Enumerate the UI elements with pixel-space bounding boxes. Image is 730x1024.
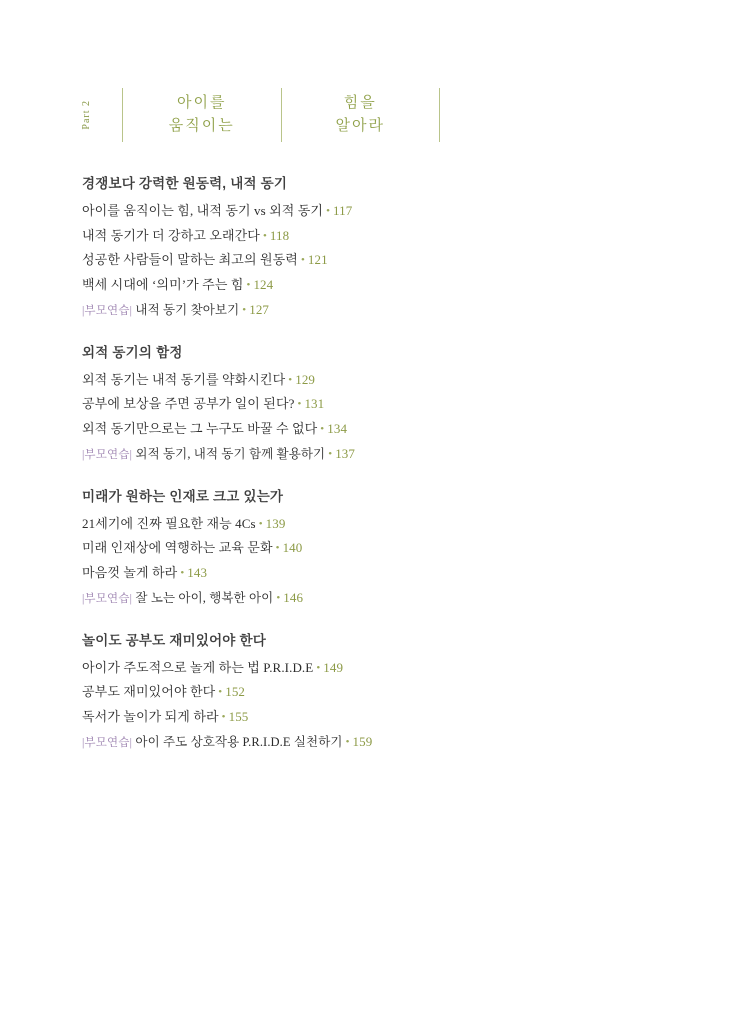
part-title-line-3: 힘을 xyxy=(343,94,377,111)
leader-dot-icon: • xyxy=(345,735,350,748)
practice-bar-left: | xyxy=(82,304,85,317)
table-of-contents xyxy=(82,172,652,749)
leader-dot-icon: • xyxy=(262,229,267,242)
toc-entry-page-number: 118 xyxy=(269,227,290,243)
leader-dot-icon: • xyxy=(326,205,331,217)
toc-entry-text: 마음껏 놀게 하라 xyxy=(82,565,178,581)
toc-practice-entry[interactable] xyxy=(82,735,652,749)
practice-bar-right: | xyxy=(129,304,133,317)
leader-dot-icon: • xyxy=(276,591,281,604)
toc-entry-page-number: 152 xyxy=(225,684,246,700)
leader-dot-icon: • xyxy=(297,398,302,411)
toc-entry-page-number: 149 xyxy=(323,659,344,675)
toc-section xyxy=(82,341,652,461)
practice-bar-left: | xyxy=(82,736,85,749)
leader-dot-icon: • xyxy=(320,422,325,435)
part-title-line-4: 알아라 xyxy=(335,118,385,134)
toc-entry-page-number: 146 xyxy=(283,589,304,605)
part-title-group-1 xyxy=(123,88,281,142)
toc-entry-page-number: 134 xyxy=(327,420,348,436)
toc-entry-page-number: 117 xyxy=(333,203,353,218)
toc-entry-text: 미래 인재상에 역행하는 교육 문화 xyxy=(82,540,273,556)
leader-dot-icon: • xyxy=(221,711,226,724)
toc-entry-page-number: 140 xyxy=(282,540,303,556)
toc-entry-page-number: 139 xyxy=(265,515,286,531)
practice-tag: 부모연습 xyxy=(84,592,130,605)
toc-entry-text: 잘 노는 아이, 행복한 아이 xyxy=(135,590,274,605)
toc-entry-text: 성공한 사람들이 말하는 최고의 원동력 xyxy=(82,252,298,268)
part-title-line-1: 아이를 xyxy=(177,94,227,111)
part-label-cell xyxy=(82,88,122,142)
toc-entry[interactable] xyxy=(82,204,652,218)
toc-entry[interactable] xyxy=(82,278,652,292)
toc-entry-text: 백세 시대에 ‘의미’가 주는 힘 xyxy=(82,276,244,292)
practice-tag: 부모연습 xyxy=(84,304,130,317)
toc-section xyxy=(82,485,652,605)
toc-entry[interactable] xyxy=(82,710,652,724)
practice-bar-right: | xyxy=(129,448,133,461)
toc-entry-page-number: 127 xyxy=(249,301,270,317)
toc-entry-page-number: 155 xyxy=(228,709,249,725)
toc-entry-text: 아이를 움직이는 힘, 내적 동기 vs 외적 동기 xyxy=(82,203,324,218)
toc-section-title: 경쟁보다 강력한 원동력, 내적 동기 xyxy=(82,176,288,191)
part-label: Part 2 xyxy=(81,100,92,130)
leader-dot-icon: • xyxy=(328,447,333,460)
toc-entry-text: 외적 동기만으로는 그 누구도 바꿀 수 없다 xyxy=(82,420,318,436)
toc-entry[interactable] xyxy=(82,685,652,699)
toc-entry-text: 외적 동기는 내적 동기를 약화시킨다 xyxy=(82,371,286,387)
toc-section-title: 놀이도 공부도 재미있어야 한다 xyxy=(82,632,266,648)
toc-entry[interactable] xyxy=(82,517,652,531)
toc-entry-page-number: 159 xyxy=(352,733,373,749)
toc-entry-page-number: 124 xyxy=(253,276,274,292)
toc-practice-entry[interactable] xyxy=(82,591,652,605)
toc-practice-entry[interactable] xyxy=(82,447,652,461)
toc-entry-page-number: 137 xyxy=(335,445,355,461)
leader-dot-icon: • xyxy=(180,567,185,580)
part-title-group-2 xyxy=(282,88,440,142)
toc-section-title: 미래가 원하는 인재로 크고 있는가 xyxy=(82,488,284,504)
toc-entry[interactable] xyxy=(82,253,652,267)
toc-entry[interactable] xyxy=(82,566,652,580)
toc-entry-text: 공부도 재미있어야 한다 xyxy=(82,684,216,700)
toc-entry[interactable] xyxy=(82,422,652,436)
part-header xyxy=(82,88,440,142)
leader-dot-icon: • xyxy=(316,661,321,674)
toc-entry-text: 내적 동기 찾아보기 xyxy=(135,302,240,317)
toc-entry-text: 외적 동기, 내적 동기 함께 활용하기 xyxy=(135,446,326,461)
practice-tag: 부모연습 xyxy=(84,736,130,749)
toc-entry-page-number: 129 xyxy=(295,371,316,387)
toc-practice-entry[interactable] xyxy=(82,303,652,317)
toc-entry-text: 독서가 놀이가 되게 하라 xyxy=(82,709,219,725)
practice-bar-left: | xyxy=(82,448,85,461)
practice-bar-left: | xyxy=(82,592,85,605)
toc-entry-page-number: 131 xyxy=(304,396,325,412)
toc-entry[interactable] xyxy=(82,229,652,243)
toc-entry[interactable] xyxy=(82,397,652,411)
toc-entry-text: 21세기에 진짜 필요한 재능 4Cs xyxy=(82,515,256,531)
toc-entry[interactable] xyxy=(82,373,652,387)
toc-section xyxy=(82,172,652,317)
toc-entry[interactable] xyxy=(82,541,652,555)
leader-dot-icon: • xyxy=(218,686,223,699)
leader-dot-icon: • xyxy=(300,254,305,267)
part-title-line-2: 움직이는 xyxy=(168,118,235,134)
part-divider-3 xyxy=(439,88,440,142)
leader-dot-icon: • xyxy=(258,517,263,530)
leader-dot-icon: • xyxy=(242,303,247,316)
practice-bar-right: | xyxy=(129,592,133,605)
leader-dot-icon: • xyxy=(246,278,251,291)
leader-dot-icon: • xyxy=(288,373,293,386)
toc-entry-text: 아이가 주도적으로 놀게 하는 법 P.R.I.D.E xyxy=(82,659,314,675)
toc-entry-text: 아이 주도 상호작용 P.R.I.D.E 실천하기 xyxy=(135,734,343,749)
toc-entry-text: 공부에 보상을 주면 공부가 일이 된다? xyxy=(82,396,295,412)
toc-entry-page-number: 143 xyxy=(187,565,208,581)
toc-entry-text: 내적 동기가 더 강하고 오래간다 xyxy=(82,227,260,243)
leader-dot-icon: • xyxy=(275,542,280,555)
toc-section xyxy=(82,629,652,749)
toc-section-title: 외적 동기의 함정 xyxy=(82,344,183,360)
practice-tag: 부모연습 xyxy=(84,448,130,461)
toc-entry-page-number: 121 xyxy=(307,252,328,268)
toc-entry[interactable] xyxy=(82,661,652,675)
practice-bar-right: | xyxy=(129,736,133,749)
